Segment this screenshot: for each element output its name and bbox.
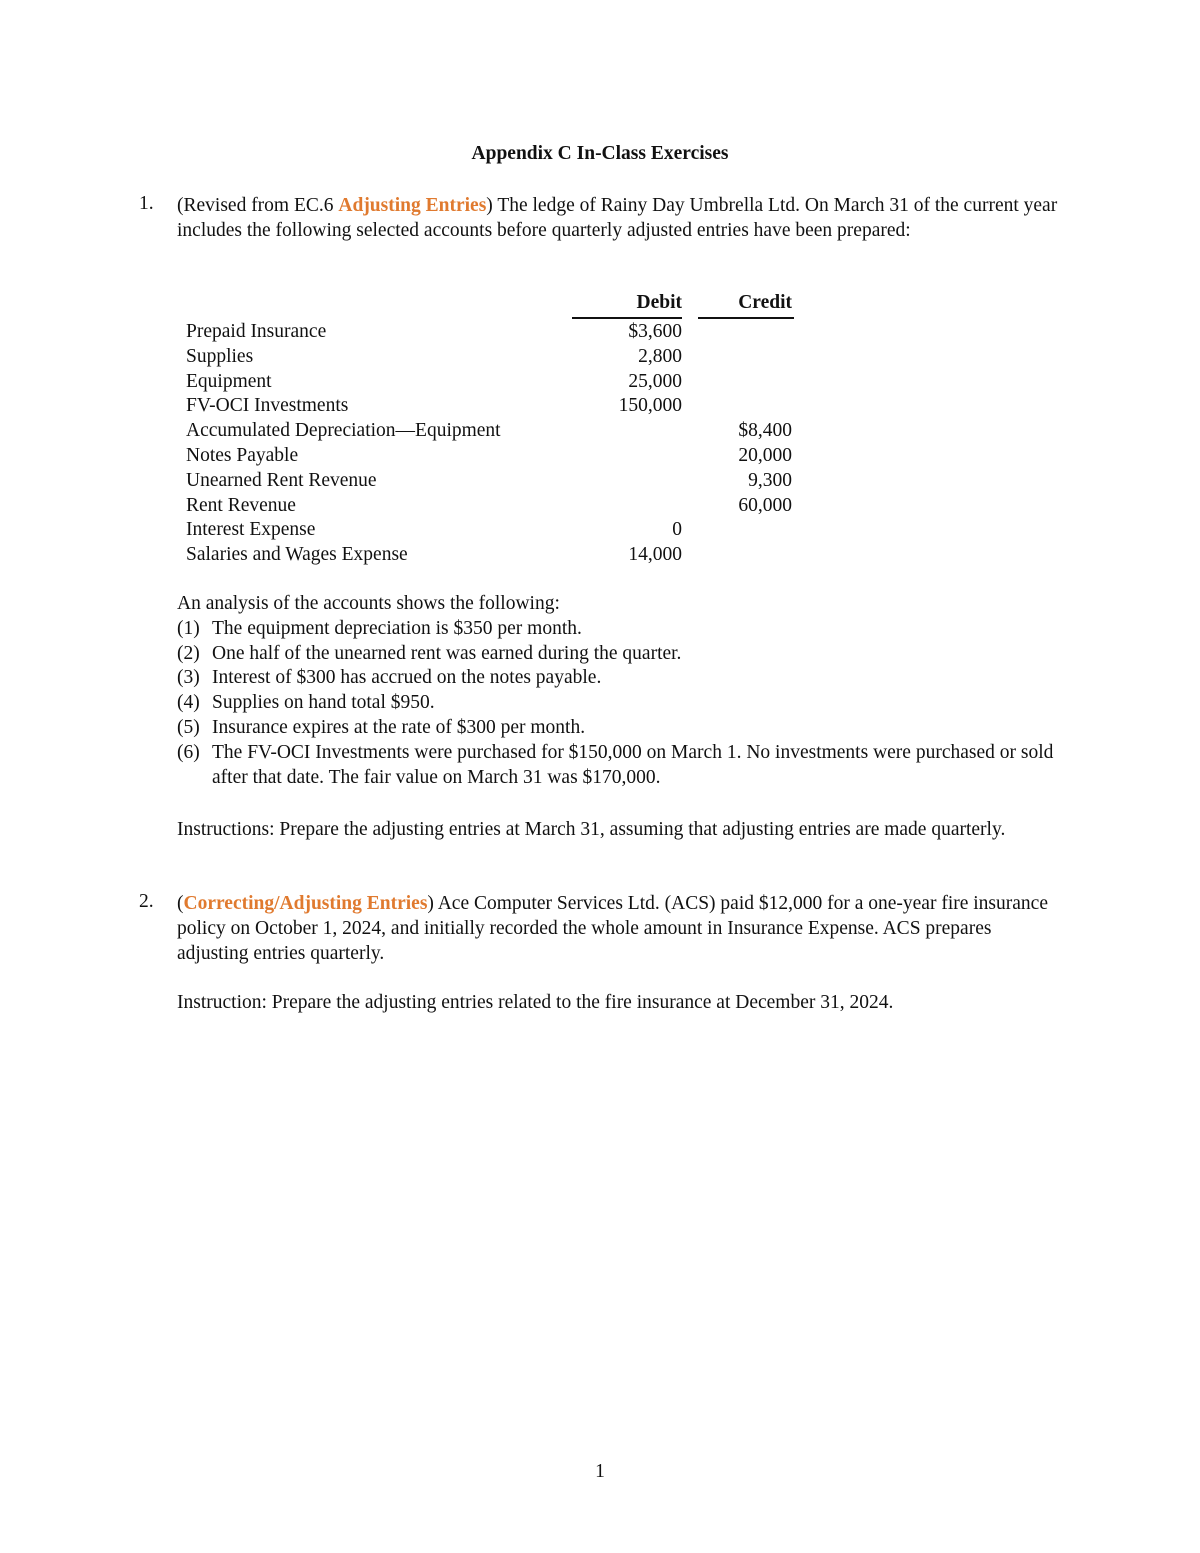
list-item-number: (3) <box>177 667 200 689</box>
debit-amount: 150,000 <box>618 395 682 417</box>
question-1-number: 1. <box>139 193 154 214</box>
list-item-number: (6) <box>177 741 200 763</box>
table-row <box>186 370 806 395</box>
list-item-text: Insurance expires at the rate of $300 per month. <box>212 716 586 738</box>
list-item-number: (2) <box>177 642 200 664</box>
question-1-instructions: Instructions: Prepare the adjusting entries at March 31, assuming that adjusting entries are made quarterly. <box>177 819 1006 840</box>
list-item-number: (4) <box>177 692 200 714</box>
account-name: Salaries and Wages Expense <box>186 544 408 566</box>
credit-header-underline <box>698 317 794 319</box>
account-analysis <box>177 592 1057 790</box>
debit-amount: 14,000 <box>628 544 682 566</box>
list-item-text: Interest of $300 has accrued on the notes payable. <box>212 667 602 689</box>
table-row <box>186 419 806 444</box>
list-item <box>177 716 1057 741</box>
credit-amount: $8,400 <box>738 420 792 442</box>
q2-topic-tag: Correcting/Adjusting Entries <box>183 893 428 914</box>
debit-header: Debit <box>636 292 682 313</box>
credit-amount: 60,000 <box>738 494 792 516</box>
table-row <box>186 394 806 419</box>
table-row <box>186 494 806 519</box>
table-row <box>186 518 806 543</box>
list-item-number: (5) <box>177 716 200 738</box>
list-item-text: The FV-OCI Investments were purchased for $150,000 on March 1. No investments were purchased or sold after that date. The fair value on March 31 was $170,000. <box>212 741 1054 788</box>
list-item <box>177 691 1057 716</box>
debit-amount: 25,000 <box>628 370 682 392</box>
q1-intro-before: (Revised from EC.6 <box>177 195 339 216</box>
debit-header-underline <box>572 317 682 319</box>
list-item <box>177 741 1057 791</box>
q2-intro-before: ( <box>177 893 184 914</box>
account-name: Interest Expense <box>186 519 316 541</box>
page-number: 1 <box>595 1461 605 1482</box>
table-row <box>186 320 806 345</box>
question-1-intro <box>177 193 1067 243</box>
account-name: Supplies <box>186 345 254 367</box>
credit-amount: 20,000 <box>738 444 792 466</box>
analysis-list <box>177 617 1057 791</box>
list-item-text: One half of the unearned rent was earned during the quarter. <box>212 642 682 664</box>
account-name: Accumulated Depreciation—Equipment <box>186 420 501 442</box>
analysis-intro: An analysis of the accounts shows the following: <box>177 593 560 614</box>
debit-amount: $3,600 <box>628 321 682 342</box>
account-name: Rent Revenue <box>186 494 296 516</box>
account-name: Prepaid Insurance <box>186 321 327 342</box>
question-2-intro <box>177 891 1067 966</box>
account-name: Unearned Rent Revenue <box>186 469 377 491</box>
credit-header: Credit <box>738 292 792 313</box>
page-title: Appendix C In-Class Exercises <box>471 143 729 164</box>
table-row <box>186 543 806 568</box>
account-name: Equipment <box>186 370 272 392</box>
trial-balance-rows <box>186 320 806 568</box>
table-row <box>186 444 806 469</box>
q1-topic-tag: Adjusting Entries <box>338 195 487 216</box>
table-row <box>186 345 806 370</box>
debit-amount: 0 <box>672 519 682 541</box>
question-2-number: 2. <box>139 891 154 912</box>
credit-amount: 9,300 <box>748 469 792 491</box>
question-2-instructions: Instruction: Prepare the adjusting entries related to the fire insurance at December 31, 2024. <box>177 992 894 1013</box>
list-item <box>177 666 1057 691</box>
list-item-text: The equipment depreciation is $350 per month. <box>212 617 582 639</box>
q2-intro-after: ) Ace Computer Services Ltd. (ACS) paid $12,000 for a one-year fire insurance policy on October 1, 2024, and initially recorded the whole amount in Insurance Expense. ACS prepares adjusting entries quarterly. <box>177 893 1048 964</box>
debit-amount: 2,800 <box>638 345 682 367</box>
list-item-number: (1) <box>177 617 200 639</box>
table-row <box>186 469 806 494</box>
list-item <box>177 617 1057 642</box>
account-name: FV-OCI Investments <box>186 395 349 417</box>
q1-intro-after: ) The ledge of Rainy Day Umbrella Ltd. On March 31 of the current year includes the following selected accounts before quarterly adjusted entries have been prepared: <box>177 195 1058 241</box>
account-name: Notes Payable <box>186 444 299 466</box>
list-item <box>177 642 1057 667</box>
list-item-text: Supplies on hand total $950. <box>212 692 435 714</box>
